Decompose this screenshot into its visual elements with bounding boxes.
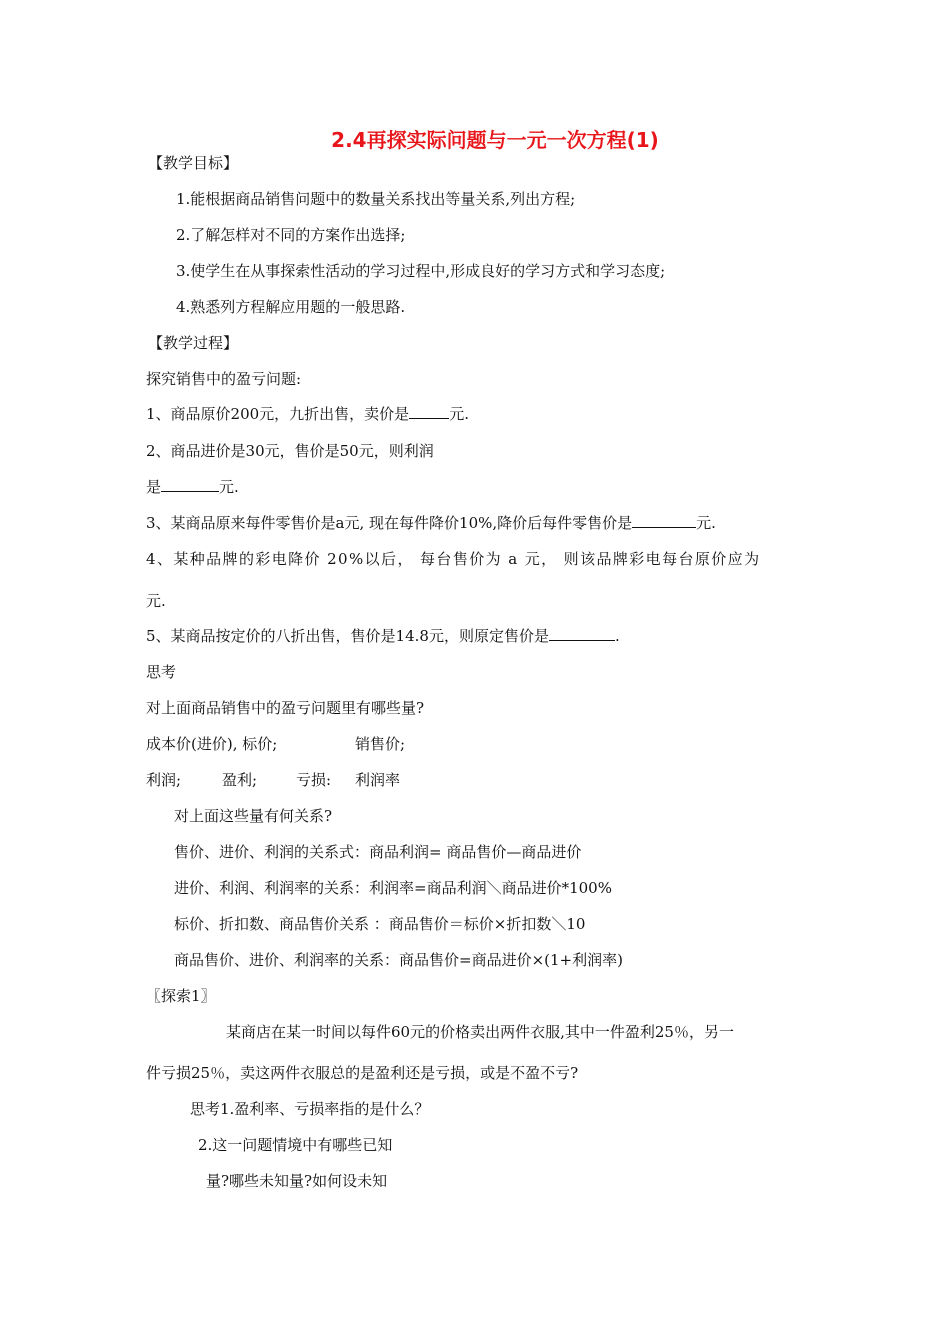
quantity-label: 盈利; <box>222 771 258 789</box>
objective-item: 2.了解怎样对不同的方案作出选择; <box>176 226 406 244</box>
process-intro: 探究销售中的盈亏问题: <box>146 370 302 388</box>
question-1 <box>146 403 469 424</box>
question-4-line2: 元. <box>146 592 166 610</box>
quantity-label: 利润率 <box>355 771 401 789</box>
think-heading: 思考 <box>146 663 177 681</box>
objectives-heading: 【教学目标】 <box>148 154 239 172</box>
relation-formula: 进价、利润、利润率的关系：利润率=商品利润＼商品进价*100% <box>174 879 612 897</box>
objective-item: 4.熟悉列方程解应用题的一般思路. <box>176 298 406 316</box>
question-2-unit: 元. <box>219 478 239 496</box>
question-5 <box>146 625 620 646</box>
question-5-end: . <box>614 627 620 645</box>
explore-think-2-line2: 量?哪些未知量?如何设未知 <box>206 1172 388 1190</box>
explore-think-1: 思考1.盈利率、亏损率指的是什么？ <box>190 1100 430 1118</box>
answer-blank <box>632 513 696 528</box>
relation-formula: 标价、折扣数、商品售价关系 ：商品售价＝标价×折扣数＼10 <box>174 915 586 933</box>
question-4-line1: 4、某种品牌的彩电降价 20%以后， 每台售价为 a 元， 则该品牌彩电每台原价应为 <box>146 550 761 568</box>
quantity-label: 成本价(进价), 标价; <box>146 735 278 753</box>
quantity-label: 亏损: <box>296 771 332 789</box>
answer-blank <box>549 626 615 641</box>
question-2-line1: 2、商品进价是30元，售价是50元，则利润 <box>146 442 434 460</box>
quantity-label: 利润; <box>146 771 182 789</box>
question-3-text: 3、某商品原来每件零售价是a元, 现在每件降价10%,降价后每件零售价是 <box>146 514 633 532</box>
question-2-text: 是 <box>146 478 162 496</box>
question-3 <box>146 512 716 533</box>
explore-think-2-line1: 2.这一问题情境中有哪些已知 <box>198 1136 393 1154</box>
explore-heading: 〖探索1〗 <box>146 987 216 1005</box>
question-1-text: 1、商品原价200元，九折出售，卖价是 <box>146 405 410 423</box>
explore-problem-line2: 件亏损25％，卖这两件衣服总的是盈利还是亏损，或是不盈不亏? <box>146 1064 579 1082</box>
answer-blank <box>409 404 449 419</box>
question-2-line2 <box>146 476 239 497</box>
document-title: 2.4再探实际问题与一元一次方程(1) <box>331 128 659 152</box>
relation-formula: 售价、进价、利润的关系式：商品利润= 商品售价—商品进价 <box>174 843 582 861</box>
objective-item: 1.能根据商品销售问题中的数量关系找出等量关系,列出方程; <box>176 190 576 208</box>
relation-formula: 商品售价、进价、利润率的关系：商品售价=商品进价×(1+利润率) <box>174 951 623 969</box>
think-question: 对上面商品销售中的盈亏问题里有哪些量? <box>146 699 425 717</box>
objective-item: 3.使学生在从事探索性活动的学习过程中,形成良好的学习方式和学习态度; <box>176 262 666 280</box>
relation-question: 对上面这些量有何关系? <box>174 807 333 825</box>
quantity-label: 销售价; <box>355 735 406 753</box>
explore-problem-line1: 某商店在某一时间以每件60元的价格卖出两件衣服,其中一件盈利25％，另一 <box>226 1023 734 1041</box>
process-heading: 【教学过程】 <box>148 334 239 352</box>
question-1-unit: 元. <box>449 405 469 423</box>
answer-blank <box>161 477 219 492</box>
question-3-unit: 元. <box>696 514 716 532</box>
question-5-text: 5、某商品按定价的八折出售，售价是14.8元，则原定售价是 <box>146 627 549 645</box>
